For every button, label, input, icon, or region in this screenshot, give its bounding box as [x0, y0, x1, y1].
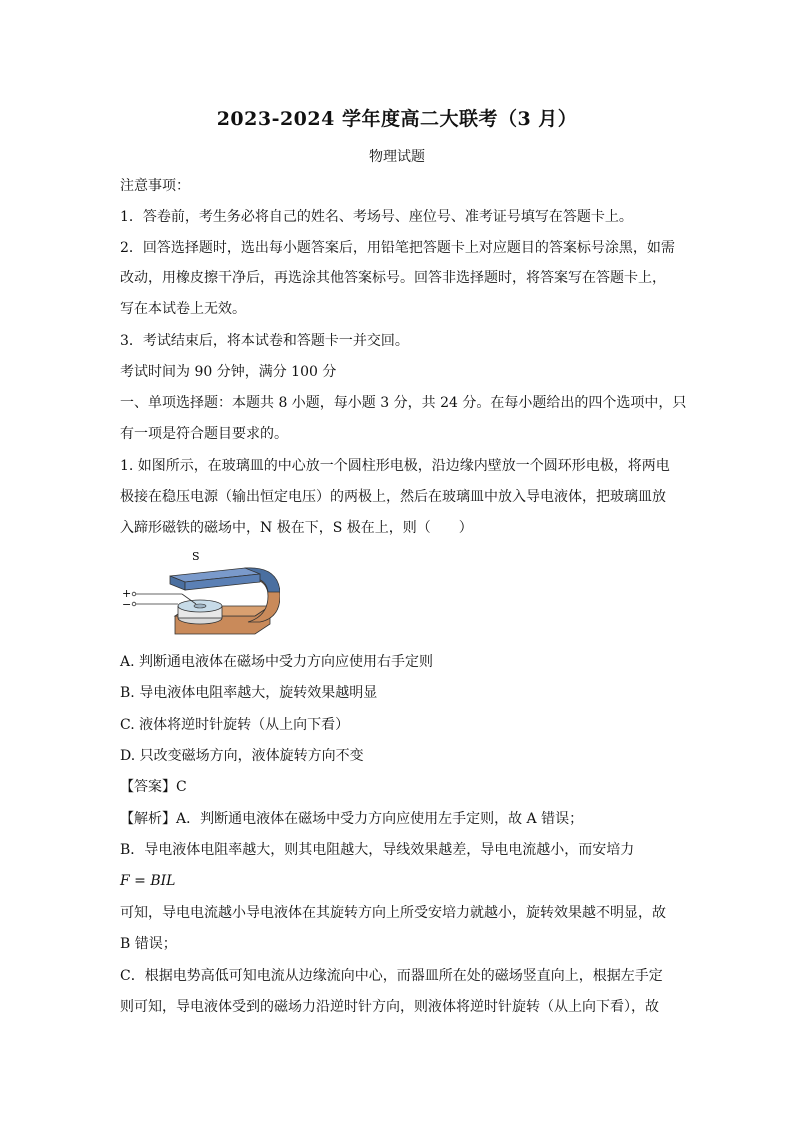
exam-time-line: 考试时间为 90 分钟，满分 100 分 [120, 364, 337, 380]
analysis-line: 则可知，导电液体受到的磁场力沿逆时针方向，则液体将逆时针旋转（从上向下看），故 [120, 999, 659, 1015]
section-heading: 一、单项选择题：本题共 8 小题，每小题 3 分，共 24 分。在每小题给出的四个选项中，只 [120, 395, 687, 411]
notice-item: 2．回答选择题时，选出每小题答案后，用铅笔把答题卡上对应题目的答案标号涂黑，如需 [120, 240, 675, 256]
notice-item: 写在本试卷上无效。 [120, 301, 246, 317]
option-c: C. 液体将逆时针旋转（从上向下看） [120, 717, 350, 733]
question-stem: 极接在稳压电源（输出恒定电压）的两极上，然后在玻璃皿中放入导电液体，把玻璃皿放 [120, 489, 666, 505]
page-title: 2023-2024 学年度高二大联考（3 月） [216, 108, 578, 130]
formula-line: F = BIL [120, 873, 176, 889]
analysis-line: 可知，导电电流越小导电液体在其旋转方向上所受安培力就越小，旋转效果越不明显，故 [120, 905, 666, 921]
magnet-figure [120, 546, 280, 638]
option-b: B. 导电液体电阻率越大，旋转效果越明显 [120, 685, 378, 701]
minus-terminal-label: − [122, 598, 132, 611]
option-a: A. 判断通电液体在磁场中受力方向应使用右手定则 [120, 654, 434, 670]
question-stem: 1. 如图所示，在玻璃皿的中心放一个圆柱形电极，沿边缘内壁放一个圆环形电极，将两电 [120, 458, 670, 474]
analysis-line: C．根据电势高低可知电流从边缘流向中心，而器皿所在处的磁场竖直向上，根据左手定 [120, 968, 663, 984]
notice-heading: 注意事项： [120, 178, 190, 194]
plus-terminal-label: + [122, 587, 132, 600]
pole-s-label: S [192, 550, 200, 563]
option-d: D. 只改变磁场方向，液体旋转方向不变 [120, 748, 364, 764]
notice-item: 1．答卷前，考生务必将自己的姓名、考场号、座位号、准考证号填写在答题卡上。 [120, 209, 633, 225]
notice-item: 改动，用橡皮擦干净后，再选涂其他答案标号。回答非选择题时，将答案写在答题卡上， [120, 270, 666, 286]
section-heading: 有一项是符合题目要求的。 [120, 426, 288, 442]
page-subtitle: 物理试题 [369, 149, 425, 165]
horseshoe-magnet-diagram [120, 546, 280, 638]
analysis-line: B．导电液体电阻率越大，则其电阻越大，导线效果越差，导电电流越小，而安培力 [120, 842, 635, 858]
answer-line: 【答案】C [120, 779, 187, 795]
analysis-line: 【解析】A．判断通电液体在磁场中受力方向应使用左手定则，故 A 错误； [120, 811, 584, 827]
notice-item: 3．考试结束后，将本试卷和答题卡一并交回。 [120, 333, 409, 349]
analysis-line: B 错误； [120, 936, 177, 952]
question-stem: 入蹄形磁铁的磁场中，N 极在下，S 极在上，则（ ） [120, 520, 473, 536]
